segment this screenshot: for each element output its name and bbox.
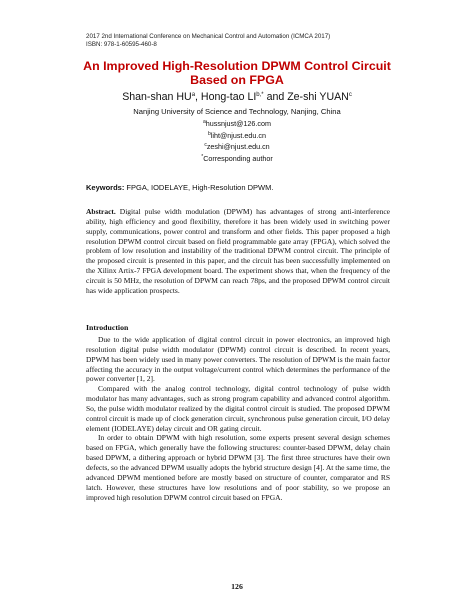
conference-header (86, 33, 406, 49)
author-2-marker: b,* (256, 92, 264, 98)
email-line (60, 118, 414, 130)
section-heading-introduction: Introduction (86, 323, 129, 332)
author-list (60, 91, 414, 104)
author-1-marker: a (191, 92, 196, 98)
email-address[interactable]: zeshi@njust.edu.cn (206, 142, 270, 151)
email-marker: a (202, 119, 206, 125)
author-3: Ze-shi YUAN (287, 91, 349, 103)
keywords-label: Keywords: (86, 183, 125, 192)
affiliation: Nanjing University of Science and Technology, Nanjing, China (133, 107, 341, 116)
email-marker: c (204, 142, 207, 148)
abstract-label: Abstract. (86, 207, 116, 216)
title-line-1: An Improved High-Resolution DPWM Control Circuit (83, 59, 391, 73)
paragraph: In order to obtain DPWM with high resolution, some experts present several design schemes based on FPGA, which generally have the following structures: counter-based DPWM, delay chain based DPWM, a dithering approach or hybrid DPWM [3]. The first three structures have their own defects, so the advanced DPWM usually adopts the hybrid structure design [4]. At the same time, the advanced DPWM mentioned before are mostly based on structure of counter, comparator and RS latch. However, these structures have low resolutions and of poor stability, so we propose an improved high resolution DPWM control circuit based on FPGA. (86, 433, 390, 502)
author-1: Shan-shan HU (122, 91, 192, 103)
abstract-text: Digital pulse width modulation (DPWM) has advantages of strong anti-interference ability, high efficiency and good flexibility, therefore it has been widely used in switching power supply, communications, power control and transform and other fields. This paper proposed a high resolution DPWM control circuit based on field programmable gate array (FPGA), which solved the problem of low resolution and instability of the traditional DPWM control circuit. The principle of the proposed circuit is presented in this paper, and the circuit has been successfully implemented on the Xilinx Artix-7 FPGA development board. The experiment shows that, when the frequency of the circuit is 50 MHz, the resolution of DPWM can reach 78ps, and the proposed DPWM control circuit has wide application prospects. (86, 207, 390, 295)
introduction-body (86, 335, 390, 502)
page-number: 126 (231, 582, 243, 591)
email-line (60, 141, 414, 153)
author-separator: and (263, 91, 288, 103)
author-3-marker: c (348, 92, 352, 98)
email-line (60, 130, 414, 142)
email-marker: b (207, 130, 211, 137)
email-list (60, 118, 414, 164)
isbn: ISBN: 978-1-60595-460-8 (86, 41, 157, 48)
email-address[interactable]: liht@njust.edu.cn (210, 130, 267, 140)
author-2: Hong-tao LI (200, 91, 257, 103)
corresponding-marker: * (201, 153, 204, 160)
conference-name: 2017 2nd International Conference on Mechanical Control and Automation (ICMCA 2017) (86, 33, 331, 40)
paragraph: Compared with the analog control technology, digital control technology of pulse width modulator has many advantages, such as strong program capability and advanced control algorithm. So, the pulse width modulator realized by the digital control circuit is studied. The proposed DPWM control circuit is made up of clock generation circuit, synchronous pulse generation circuit, I/O delay element (IODELAYE) delay circuit and OR gating circuit. (86, 384, 390, 433)
corresponding-label: Corresponding author (203, 153, 273, 163)
keywords (86, 183, 396, 193)
abstract (86, 207, 390, 296)
corresponding-note (60, 153, 414, 165)
author-separator: , (195, 91, 201, 103)
keywords-text: FPGA, IODELAYE, High-Resolution DPWM. (124, 183, 274, 192)
title-line-2: Based on FPGA (190, 73, 284, 87)
email-address[interactable]: hussnjust@126.com (205, 119, 271, 128)
paper-title (60, 59, 414, 87)
paragraph: Due to the wide application of digital control circuit in power electronics, an improved high resolution digital pulse width modulator (DPWM) control circuit is described. In recent years, DPWM has been widely used in many power converters. The resolution of DPWM is the main factor affecting the accuracy in the output voltage/current control which determines the performance of the power converter [1, 2]. (86, 335, 390, 384)
